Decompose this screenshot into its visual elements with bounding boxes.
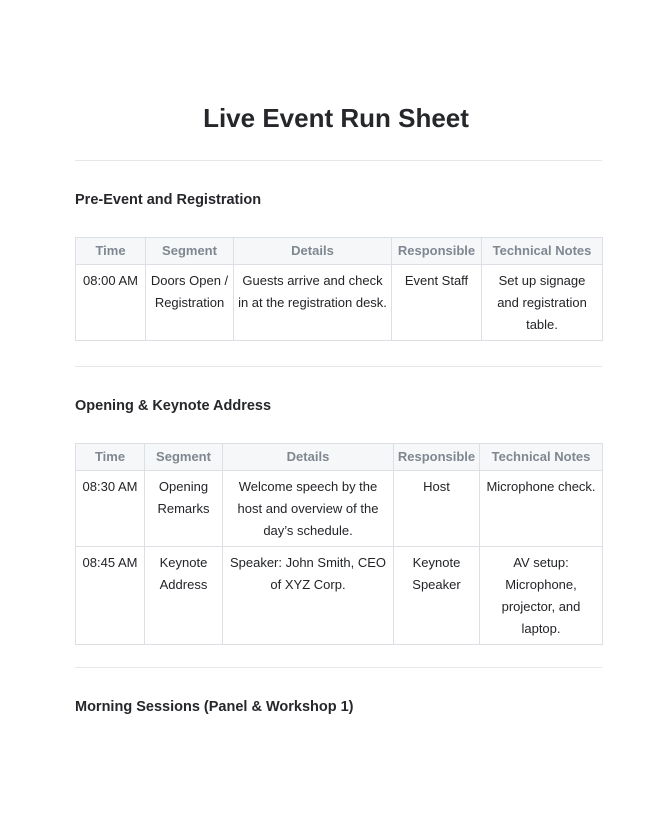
table-header-row xyxy=(76,444,603,471)
column-header-technical-notes: Technical Notes xyxy=(480,444,603,471)
table-row xyxy=(76,547,603,645)
column-header-time: Time xyxy=(76,444,145,471)
cell-responsible: Host xyxy=(394,471,480,547)
cell-responsible: Event Staff xyxy=(392,265,482,341)
table-row xyxy=(76,265,603,341)
cell-technical-notes: Set up signage and registration table. xyxy=(482,265,603,341)
cell-details: Welcome speech by the host and overview of the day’s schedule. xyxy=(223,471,394,547)
divider xyxy=(75,160,602,161)
table-header-row xyxy=(76,238,603,265)
column-header-time: Time xyxy=(76,238,146,265)
cell-responsible: Keynote Speaker xyxy=(394,547,480,645)
cell-details: Guests arrive and check in at the registration desk. xyxy=(234,265,392,341)
column-header-technical-notes: Technical Notes xyxy=(482,238,603,265)
cell-details: Speaker: John Smith, CEO of XYZ Corp. xyxy=(223,547,394,645)
section-title-pre-event: Pre-Event and Registration xyxy=(75,192,262,208)
cell-technical-notes: Microphone check. xyxy=(480,471,603,547)
column-header-details: Details xyxy=(223,444,394,471)
opening-keynote-table xyxy=(75,443,603,645)
section-title-opening-keynote: Opening & Keynote Address xyxy=(75,398,272,414)
section-title-morning-sessions: Morning Sessions (Panel & Workshop 1) xyxy=(75,699,354,715)
column-header-responsible: Responsible xyxy=(394,444,480,471)
divider xyxy=(75,366,602,367)
cell-segment: Keynote Address xyxy=(145,547,223,645)
cell-segment: Opening Remarks xyxy=(145,471,223,547)
cell-segment: Doors Open / Registration xyxy=(146,265,234,341)
table-row xyxy=(76,471,603,547)
column-header-details: Details xyxy=(234,238,392,265)
page-title: Live Event Run Sheet xyxy=(203,103,469,133)
cell-technical-notes: AV setup: Microphone, projector, and laptop. xyxy=(480,547,603,645)
cell-time: 08:30 AM xyxy=(76,471,145,547)
column-header-segment: Segment xyxy=(146,238,234,265)
column-header-responsible: Responsible xyxy=(392,238,482,265)
column-header-segment: Segment xyxy=(145,444,223,471)
cell-time: 08:00 AM xyxy=(76,265,146,341)
divider xyxy=(75,667,602,668)
pre-event-table xyxy=(75,237,603,341)
cell-time: 08:45 AM xyxy=(76,547,145,645)
